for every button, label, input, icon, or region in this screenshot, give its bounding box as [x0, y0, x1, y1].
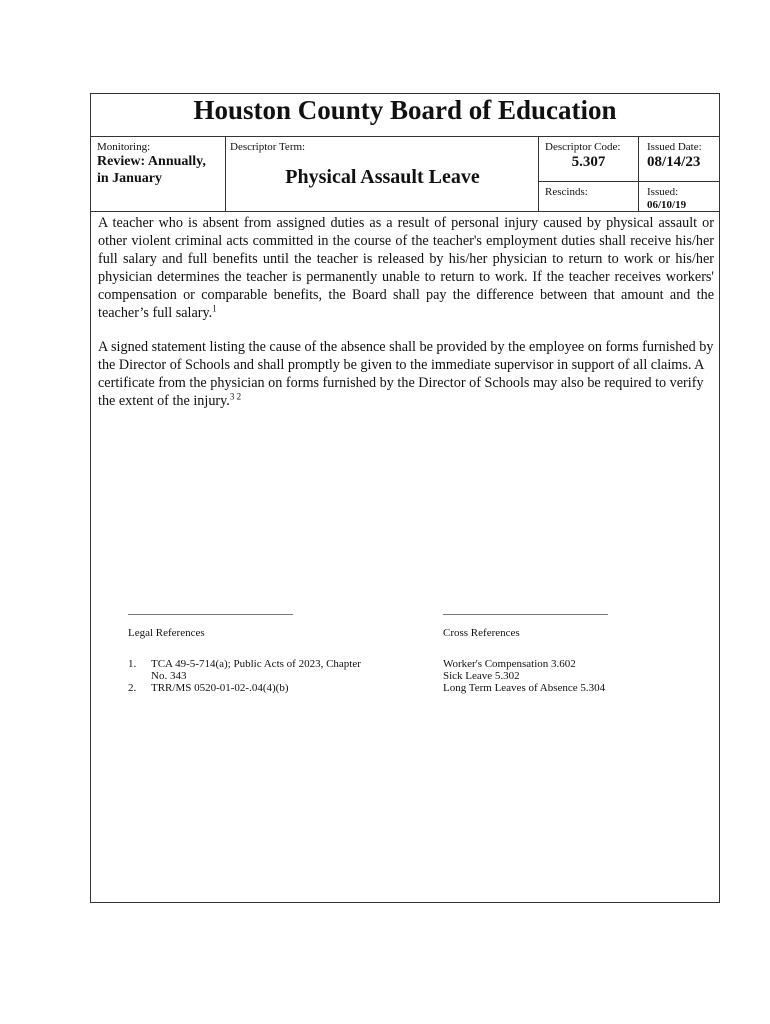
descriptor-term-cell: [226, 137, 539, 212]
issued-date-subcell: [639, 137, 719, 182]
cross-reference-item: Sick Leave 5.302: [443, 670, 520, 682]
policy-document-frame: [90, 93, 720, 903]
policy-paragraph-1: [98, 214, 714, 322]
cross-references-rule: [443, 614, 608, 615]
monitoring-value-line1: Review: Annually,: [97, 154, 206, 169]
cross-references: [443, 614, 683, 694]
legal-reference-number: 2.: [128, 682, 137, 694]
paragraph-1-text: A teacher who is absent from assigned duties as a result of personal injury caused by physical assault or other violent criminal acts committed in the course of the teacher's employment duties shall receive his/her full salary and full benefits until the teacher is released by his/her physician to return to work or his/her physician determines the teacher is permanently unable to return to work. If the teacher receives workers' compensation or comparable benefits, the Board shall pay the difference between that amount and the teacher’s full salary.: [98, 215, 714, 321]
legal-references: [128, 614, 388, 694]
legal-reference-text: TRR/MS 0520-01-02-.04(4)(b): [151, 682, 289, 694]
cross-references-heading: Cross References: [443, 627, 520, 639]
monitoring-label: Monitoring:: [97, 141, 151, 153]
cross-reference-item: Long Term Leaves of Absence 5.304: [443, 682, 606, 694]
issued-label: Issued:: [647, 186, 679, 198]
issued-value: 06/10/19: [647, 199, 687, 211]
descriptor-code-subcell: [539, 137, 638, 182]
policy-paragraph-2: [98, 338, 714, 410]
descriptor-code-label: Descriptor Code:: [545, 141, 621, 153]
board-title: Houston County Board of Education: [91, 94, 719, 137]
paragraph-2-text: A signed statement listing the cause of the absence shall be provided by the employee on forms furnished by the Director of Schools and shall promptly be given to the immediate supervisor in support of all claims. A certificate from the physician on forms furnished by the Director of Schools may also be required to verify the extent of the injury.: [98, 339, 714, 409]
legal-reference-number: 1.: [128, 658, 137, 670]
monitoring-cell: [91, 137, 226, 212]
monitoring-value: [97, 153, 222, 187]
legal-references-rule: [128, 614, 293, 615]
cross-reference-item: Worker's Compensation 3.602: [443, 658, 576, 670]
legal-references-heading: Legal References: [128, 627, 205, 639]
rescinds-label: Rescinds:: [545, 186, 588, 198]
footnote-ref-1: 1: [212, 303, 217, 314]
issued-date-cell: [639, 137, 719, 212]
legal-reference-text: [151, 658, 361, 682]
descriptor-term-value: Physical Assault Leave: [285, 166, 480, 188]
legal-reference-line1: TCA 49-5-714(a); Public Acts of 2023, Chapter: [151, 658, 361, 670]
legal-reference-line2: No. 343: [151, 670, 187, 682]
legal-reference-item: [128, 682, 388, 694]
legal-reference-item: [128, 658, 388, 682]
issued-date-label: Issued Date:: [647, 141, 702, 153]
descriptor-code-cell: [539, 137, 639, 212]
footnote-ref-2: 3 2: [229, 391, 242, 402]
descriptor-term-label: Descriptor Term:: [230, 141, 306, 153]
policy-body: [98, 214, 714, 410]
descriptor-code-value: 5.307: [571, 154, 606, 170]
issued-date-value: 08/14/23: [647, 154, 701, 170]
monitoring-value-line2: in January: [97, 171, 162, 186]
